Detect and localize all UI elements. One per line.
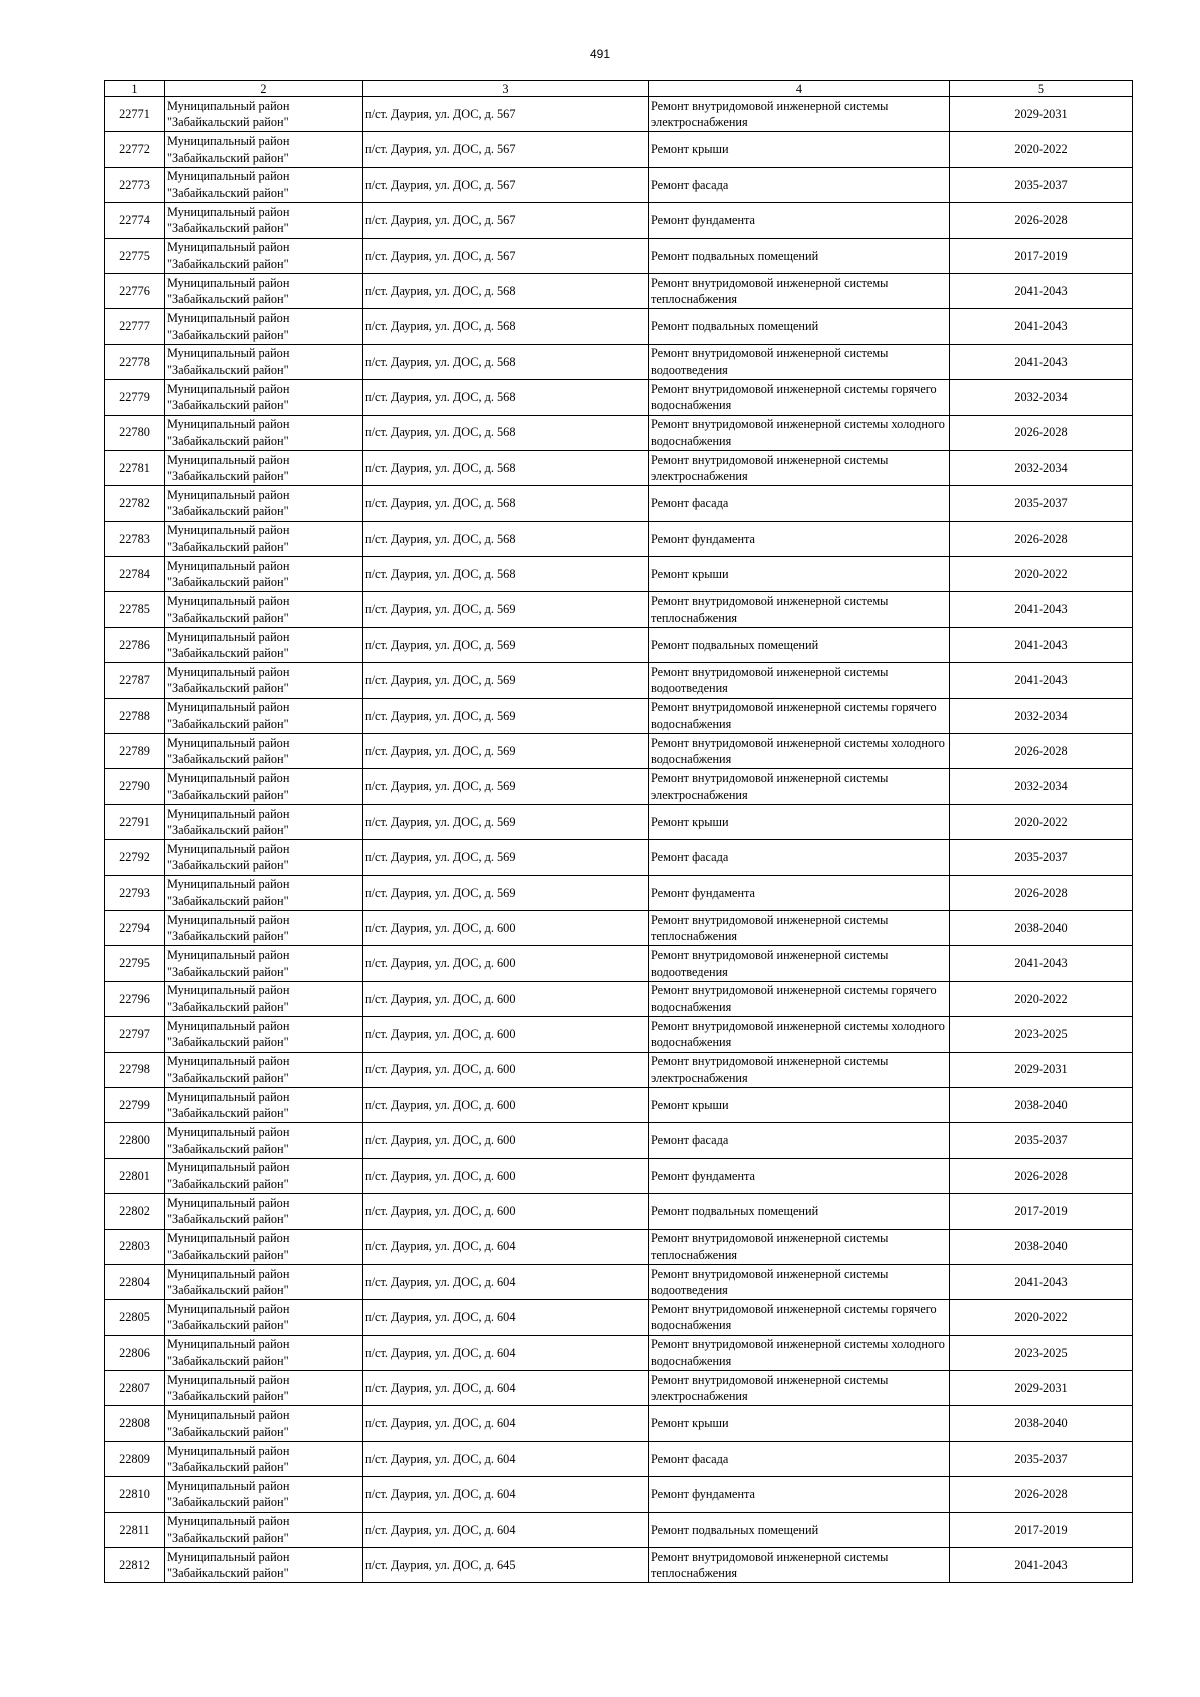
row-number: 22781 <box>105 450 165 485</box>
table-row <box>105 804 1133 839</box>
municipality-cell: Муниципальный район "Забайкальский район" <box>165 1441 363 1476</box>
address-cell: п/ст. Даурия, ул. ДОС, д. 568 <box>363 557 649 592</box>
row-number: 22782 <box>105 486 165 521</box>
table-row <box>105 521 1133 556</box>
row-number: 22797 <box>105 1017 165 1052</box>
address-cell: п/ст. Даурия, ул. ДОС, д. 567 <box>363 97 649 132</box>
row-number: 22810 <box>105 1477 165 1512</box>
capital-repair-table <box>104 80 1133 1583</box>
address-cell: п/ст. Даурия, ул. ДОС, д. 600 <box>363 1123 649 1158</box>
row-number: 22800 <box>105 1123 165 1158</box>
row-number: 22786 <box>105 627 165 662</box>
municipality-cell: Муниципальный район "Забайкальский район" <box>165 1300 363 1335</box>
period-cell: 2026-2028 <box>950 203 1133 238</box>
address-cell: п/ст. Даурия, ул. ДОС, д. 600 <box>363 1087 649 1122</box>
period-cell: 2041-2043 <box>950 1548 1133 1583</box>
table-row <box>105 1052 1133 1087</box>
work-type-cell: Ремонт внутридомовой инженерной системы теплоснабжения <box>649 592 950 627</box>
row-number: 22784 <box>105 557 165 592</box>
period-cell: 2026-2028 <box>950 415 1133 450</box>
row-number: 22799 <box>105 1087 165 1122</box>
address-cell: п/ст. Даурия, ул. ДОС, д. 604 <box>363 1406 649 1441</box>
work-type-cell: Ремонт внутридомовой инженерной системы горячего водоснабжения <box>649 1300 950 1335</box>
period-cell: 2020-2022 <box>950 1300 1133 1335</box>
work-type-cell: Ремонт внутридомовой инженерной системы холодного водоснабжения <box>649 1335 950 1370</box>
address-cell: п/ст. Даурия, ул. ДОС, д. 604 <box>363 1300 649 1335</box>
work-type-cell: Ремонт подвальных помещений <box>649 238 950 273</box>
address-cell: п/ст. Даурия, ул. ДОС, д. 568 <box>363 521 649 556</box>
period-cell: 2035-2037 <box>950 486 1133 521</box>
municipality-cell: Муниципальный район "Забайкальский район" <box>165 1512 363 1547</box>
work-type-cell: Ремонт фасада <box>649 167 950 202</box>
work-type-cell: Ремонт внутридомовой инженерной системы горячего водоснабжения <box>649 380 950 415</box>
table-row <box>105 1264 1133 1299</box>
address-cell: п/ст. Даурия, ул. ДОС, д. 604 <box>363 1229 649 1264</box>
row-number: 22792 <box>105 840 165 875</box>
table-row <box>105 769 1133 804</box>
table-row <box>105 132 1133 167</box>
table-row <box>105 486 1133 521</box>
table-row <box>105 1335 1133 1370</box>
period-cell: 2038-2040 <box>950 1229 1133 1264</box>
period-cell: 2041-2043 <box>950 627 1133 662</box>
work-type-cell: Ремонт фундамента <box>649 1477 950 1512</box>
municipality-cell: Муниципальный район "Забайкальский район" <box>165 132 363 167</box>
work-type-cell: Ремонт подвальных помещений <box>649 309 950 344</box>
table-row <box>105 1194 1133 1229</box>
row-number: 22785 <box>105 592 165 627</box>
address-cell: п/ст. Даурия, ул. ДОС, д. 604 <box>363 1441 649 1476</box>
work-type-cell: Ремонт внутридомовой инженерной системы электроснабжения <box>649 769 950 804</box>
municipality-cell: Муниципальный район "Забайкальский район" <box>165 203 363 238</box>
municipality-cell: Муниципальный район "Забайкальский район" <box>165 804 363 839</box>
address-cell: п/ст. Даурия, ул. ДОС, д. 567 <box>363 132 649 167</box>
table-row <box>105 167 1133 202</box>
address-cell: п/ст. Даурия, ул. ДОС, д. 569 <box>363 804 649 839</box>
municipality-cell: Муниципальный район "Забайкальский район" <box>165 769 363 804</box>
work-type-cell: Ремонт внутридомовой инженерной системы теплоснабжения <box>649 910 950 945</box>
municipality-cell: Муниципальный район "Забайкальский район" <box>165 450 363 485</box>
row-number: 22789 <box>105 734 165 769</box>
municipality-cell: Муниципальный район "Забайкальский район" <box>165 1017 363 1052</box>
table-row <box>105 238 1133 273</box>
row-number: 22809 <box>105 1441 165 1476</box>
address-cell: п/ст. Даурия, ул. ДОС, д. 604 <box>363 1371 649 1406</box>
municipality-cell: Муниципальный район "Забайкальский район" <box>165 840 363 875</box>
municipality-cell: Муниципальный район "Забайкальский район" <box>165 1052 363 1087</box>
work-type-cell: Ремонт внутридомовой инженерной системы водоотведения <box>649 344 950 379</box>
table-row <box>105 344 1133 379</box>
row-number: 22805 <box>105 1300 165 1335</box>
work-type-cell: Ремонт внутридомовой инженерной системы электроснабжения <box>649 1371 950 1406</box>
period-cell: 2041-2043 <box>950 663 1133 698</box>
address-cell: п/ст. Даурия, ул. ДОС, д. 600 <box>363 1052 649 1087</box>
work-type-cell: Ремонт внутридомовой инженерной системы теплоснабжения <box>649 1548 950 1583</box>
row-number: 22812 <box>105 1548 165 1583</box>
address-cell: п/ст. Даурия, ул. ДОС, д. 567 <box>363 167 649 202</box>
table-row <box>105 203 1133 238</box>
address-cell: п/ст. Даурия, ул. ДОС, д. 569 <box>363 592 649 627</box>
row-number: 22775 <box>105 238 165 273</box>
address-cell: п/ст. Даурия, ул. ДОС, д. 567 <box>363 238 649 273</box>
address-cell: п/ст. Даурия, ул. ДОС, д. 568 <box>363 415 649 450</box>
municipality-cell: Муниципальный район "Забайкальский район" <box>165 97 363 132</box>
municipality-cell: Муниципальный район "Забайкальский район" <box>165 1194 363 1229</box>
table-row <box>105 1017 1133 1052</box>
table-row <box>105 1406 1133 1441</box>
address-cell: п/ст. Даурия, ул. ДОС, д. 569 <box>363 627 649 662</box>
work-type-cell: Ремонт крыши <box>649 557 950 592</box>
table-row <box>105 450 1133 485</box>
period-cell: 2035-2037 <box>950 1123 1133 1158</box>
period-cell: 2038-2040 <box>950 1087 1133 1122</box>
row-number: 22804 <box>105 1264 165 1299</box>
row-number: 22802 <box>105 1194 165 1229</box>
work-type-cell: Ремонт внутридомовой инженерной системы водоотведения <box>649 663 950 698</box>
period-cell: 2032-2034 <box>950 450 1133 485</box>
address-cell: п/ст. Даурия, ул. ДОС, д. 604 <box>363 1264 649 1299</box>
table-row <box>105 97 1133 132</box>
row-number: 22798 <box>105 1052 165 1087</box>
row-number: 22787 <box>105 663 165 698</box>
municipality-cell: Муниципальный район "Забайкальский район" <box>165 1264 363 1299</box>
period-cell: 2020-2022 <box>950 132 1133 167</box>
address-cell: п/ст. Даурия, ул. ДОС, д. 569 <box>363 875 649 910</box>
municipality-cell: Муниципальный район "Забайкальский район" <box>165 663 363 698</box>
work-type-cell: Ремонт крыши <box>649 132 950 167</box>
municipality-cell: Муниципальный район "Забайкальский район" <box>165 1406 363 1441</box>
work-type-cell: Ремонт крыши <box>649 1087 950 1122</box>
work-type-cell: Ремонт фасада <box>649 840 950 875</box>
work-type-cell: Ремонт фундамента <box>649 1158 950 1193</box>
work-type-cell: Ремонт фасада <box>649 1441 950 1476</box>
table-row <box>105 273 1133 308</box>
column-header-1: 1 <box>105 81 165 97</box>
table-row <box>105 981 1133 1016</box>
row-number: 22783 <box>105 521 165 556</box>
address-cell: п/ст. Даурия, ул. ДОС, д. 645 <box>363 1548 649 1583</box>
work-type-cell: Ремонт внутридомовой инженерной системы теплоснабжения <box>649 273 950 308</box>
period-cell: 2029-2031 <box>950 1052 1133 1087</box>
municipality-cell: Муниципальный район "Забайкальский район" <box>165 415 363 450</box>
address-cell: п/ст. Даурия, ул. ДОС, д. 604 <box>363 1477 649 1512</box>
table-row <box>105 1300 1133 1335</box>
period-cell: 2041-2043 <box>950 309 1133 344</box>
table-row <box>105 380 1133 415</box>
municipality-cell: Муниципальный район "Забайкальский район" <box>165 167 363 202</box>
municipality-cell: Муниципальный район "Забайкальский район" <box>165 1371 363 1406</box>
period-cell: 2032-2034 <box>950 769 1133 804</box>
row-number: 22774 <box>105 203 165 238</box>
row-number: 22793 <box>105 875 165 910</box>
work-type-cell: Ремонт подвальных помещений <box>649 627 950 662</box>
work-type-cell: Ремонт внутридомовой инженерной системы электроснабжения <box>649 450 950 485</box>
work-type-cell: Ремонт крыши <box>649 804 950 839</box>
row-number: 22788 <box>105 698 165 733</box>
address-cell: п/ст. Даурия, ул. ДОС, д. 567 <box>363 203 649 238</box>
work-type-cell: Ремонт внутридомовой инженерной системы водоотведения <box>649 1264 950 1299</box>
row-number: 22801 <box>105 1158 165 1193</box>
period-cell: 2032-2034 <box>950 698 1133 733</box>
table-row <box>105 910 1133 945</box>
address-cell: п/ст. Даурия, ул. ДОС, д. 568 <box>363 380 649 415</box>
row-number: 22773 <box>105 167 165 202</box>
municipality-cell: Муниципальный район "Забайкальский район" <box>165 1335 363 1370</box>
table-row <box>105 309 1133 344</box>
row-number: 22811 <box>105 1512 165 1547</box>
table-row <box>105 663 1133 698</box>
work-type-cell: Ремонт внутридомовой инженерной системы горячего водоснабжения <box>649 698 950 733</box>
municipality-cell: Муниципальный район "Забайкальский район" <box>165 734 363 769</box>
address-cell: п/ст. Даурия, ул. ДОС, д. 568 <box>363 486 649 521</box>
table-row <box>105 415 1133 450</box>
period-cell: 2017-2019 <box>950 1194 1133 1229</box>
municipality-cell: Муниципальный район "Забайкальский район" <box>165 557 363 592</box>
table-row <box>105 1477 1133 1512</box>
period-cell: 2041-2043 <box>950 946 1133 981</box>
table-row <box>105 1441 1133 1476</box>
row-number: 22771 <box>105 97 165 132</box>
period-cell: 2017-2019 <box>950 238 1133 273</box>
column-header-3: 3 <box>363 81 649 97</box>
period-cell: 2035-2037 <box>950 1441 1133 1476</box>
row-number: 22803 <box>105 1229 165 1264</box>
period-cell: 2029-2031 <box>950 97 1133 132</box>
municipality-cell: Муниципальный район "Забайкальский район" <box>165 1477 363 1512</box>
work-type-cell: Ремонт фундамента <box>649 875 950 910</box>
table-row <box>105 557 1133 592</box>
row-number: 22806 <box>105 1335 165 1370</box>
municipality-cell: Муниципальный район "Забайкальский район" <box>165 698 363 733</box>
work-type-cell: Ремонт подвальных помещений <box>649 1512 950 1547</box>
address-cell: п/ст. Даурия, ул. ДОС, д. 568 <box>363 309 649 344</box>
row-number: 22776 <box>105 273 165 308</box>
municipality-cell: Муниципальный район "Забайкальский район" <box>165 273 363 308</box>
address-cell: п/ст. Даурия, ул. ДОС, д. 569 <box>363 840 649 875</box>
address-cell: п/ст. Даурия, ул. ДОС, д. 568 <box>363 344 649 379</box>
work-type-cell: Ремонт внутридомовой инженерной системы холодного водоснабжения <box>649 734 950 769</box>
address-cell: п/ст. Даурия, ул. ДОС, д. 569 <box>363 734 649 769</box>
period-cell: 2026-2028 <box>950 1477 1133 1512</box>
row-number: 22808 <box>105 1406 165 1441</box>
row-number: 22795 <box>105 946 165 981</box>
address-cell: п/ст. Даурия, ул. ДОС, д. 600 <box>363 946 649 981</box>
address-cell: п/ст. Даурия, ул. ДОС, д. 600 <box>363 1017 649 1052</box>
row-number: 22791 <box>105 804 165 839</box>
period-cell: 2041-2043 <box>950 344 1133 379</box>
work-type-cell: Ремонт фасада <box>649 486 950 521</box>
table-row <box>105 1229 1133 1264</box>
work-type-cell: Ремонт внутридомовой инженерной системы теплоснабжения <box>649 1229 950 1264</box>
work-type-cell: Ремонт внутридомовой инженерной системы холодного водоснабжения <box>649 1017 950 1052</box>
municipality-cell: Муниципальный район "Забайкальский район" <box>165 238 363 273</box>
address-cell: п/ст. Даурия, ул. ДОС, д. 568 <box>363 450 649 485</box>
row-number: 22778 <box>105 344 165 379</box>
work-type-cell: Ремонт внутридомовой инженерной системы холодного водоснабжения <box>649 415 950 450</box>
work-type-cell: Ремонт фундамента <box>649 521 950 556</box>
table-row <box>105 875 1133 910</box>
period-cell: 2032-2034 <box>950 380 1133 415</box>
period-cell: 2041-2043 <box>950 273 1133 308</box>
period-cell: 2017-2019 <box>950 1512 1133 1547</box>
page-number: 491 <box>589 47 611 61</box>
work-type-cell: Ремонт крыши <box>649 1406 950 1441</box>
row-number: 22779 <box>105 380 165 415</box>
column-header-5: 5 <box>950 81 1133 97</box>
municipality-cell: Муниципальный район "Забайкальский район" <box>165 627 363 662</box>
address-cell: п/ст. Даурия, ул. ДОС, д. 569 <box>363 769 649 804</box>
table-row <box>105 1371 1133 1406</box>
column-header-4: 4 <box>649 81 950 97</box>
table-body <box>105 97 1133 1583</box>
period-cell: 2020-2022 <box>950 557 1133 592</box>
address-cell: п/ст. Даурия, ул. ДОС, д. 600 <box>363 910 649 945</box>
period-cell: 2029-2031 <box>950 1371 1133 1406</box>
address-cell: п/ст. Даурия, ул. ДОС, д. 568 <box>363 273 649 308</box>
work-type-cell: Ремонт внутридомовой инженерной системы электроснабжения <box>649 97 950 132</box>
table-row <box>105 1548 1133 1583</box>
municipality-cell: Муниципальный район "Забайкальский район" <box>165 1229 363 1264</box>
municipality-cell: Муниципальный район "Забайкальский район" <box>165 910 363 945</box>
period-cell: 2035-2037 <box>950 167 1133 202</box>
table-header-row <box>105 81 1133 97</box>
municipality-cell: Муниципальный район "Забайкальский район" <box>165 1123 363 1158</box>
municipality-cell: Муниципальный район "Забайкальский район" <box>165 981 363 1016</box>
address-cell: п/ст. Даурия, ул. ДОС, д. 604 <box>363 1512 649 1547</box>
table-row <box>105 627 1133 662</box>
municipality-cell: Муниципальный район "Забайкальский район" <box>165 309 363 344</box>
address-cell: п/ст. Даурия, ул. ДОС, д. 604 <box>363 1335 649 1370</box>
period-cell: 2038-2040 <box>950 1406 1133 1441</box>
municipality-cell: Муниципальный район "Забайкальский район" <box>165 521 363 556</box>
period-cell: 2041-2043 <box>950 592 1133 627</box>
period-cell: 2026-2028 <box>950 521 1133 556</box>
table-row <box>105 1512 1133 1547</box>
municipality-cell: Муниципальный район "Забайкальский район" <box>165 380 363 415</box>
period-cell: 2026-2028 <box>950 734 1133 769</box>
municipality-cell: Муниципальный район "Забайкальский район" <box>165 875 363 910</box>
work-type-cell: Ремонт подвальных помещений <box>649 1194 950 1229</box>
period-cell: 2020-2022 <box>950 804 1133 839</box>
table-row <box>105 840 1133 875</box>
period-cell: 2023-2025 <box>950 1017 1133 1052</box>
municipality-cell: Муниципальный район "Забайкальский район" <box>165 1158 363 1193</box>
row-number: 22807 <box>105 1371 165 1406</box>
work-type-cell: Ремонт внутридомовой инженерной системы электроснабжения <box>649 1052 950 1087</box>
table-row <box>105 946 1133 981</box>
row-number: 22777 <box>105 309 165 344</box>
work-type-cell: Ремонт внутридомовой инженерной системы водоотведения <box>649 946 950 981</box>
table-row <box>105 1158 1133 1193</box>
row-number: 22796 <box>105 981 165 1016</box>
column-header-2: 2 <box>165 81 363 97</box>
municipality-cell: Муниципальный район "Забайкальский район" <box>165 1087 363 1122</box>
period-cell: 2026-2028 <box>950 1158 1133 1193</box>
municipality-cell: Муниципальный район "Забайкальский район" <box>165 486 363 521</box>
address-cell: п/ст. Даурия, ул. ДОС, д. 600 <box>363 1194 649 1229</box>
municipality-cell: Муниципальный район "Забайкальский район" <box>165 344 363 379</box>
period-cell: 2035-2037 <box>950 840 1133 875</box>
table-row <box>105 592 1133 627</box>
work-type-cell: Ремонт внутридомовой инженерной системы горячего водоснабжения <box>649 981 950 1016</box>
work-type-cell: Ремонт фасада <box>649 1123 950 1158</box>
row-number: 22794 <box>105 910 165 945</box>
row-number: 22772 <box>105 132 165 167</box>
row-number: 22780 <box>105 415 165 450</box>
period-cell: 2026-2028 <box>950 875 1133 910</box>
address-cell: п/ст. Даурия, ул. ДОС, д. 600 <box>363 981 649 1016</box>
table-row <box>105 1123 1133 1158</box>
table-row <box>105 698 1133 733</box>
municipality-cell: Муниципальный район "Забайкальский район" <box>165 1548 363 1583</box>
municipality-cell: Муниципальный район "Забайкальский район" <box>165 592 363 627</box>
work-type-cell: Ремонт фундамента <box>649 203 950 238</box>
row-number: 22790 <box>105 769 165 804</box>
table-row <box>105 1087 1133 1122</box>
period-cell: 2041-2043 <box>950 1264 1133 1299</box>
address-cell: п/ст. Даурия, ул. ДОС, д. 569 <box>363 698 649 733</box>
municipality-cell: Муниципальный район "Забайкальский район" <box>165 946 363 981</box>
address-cell: п/ст. Даурия, ул. ДОС, д. 569 <box>363 663 649 698</box>
period-cell: 2020-2022 <box>950 981 1133 1016</box>
period-cell: 2023-2025 <box>950 1335 1133 1370</box>
period-cell: 2038-2040 <box>950 910 1133 945</box>
table-row <box>105 734 1133 769</box>
address-cell: п/ст. Даурия, ул. ДОС, д. 600 <box>363 1158 649 1193</box>
